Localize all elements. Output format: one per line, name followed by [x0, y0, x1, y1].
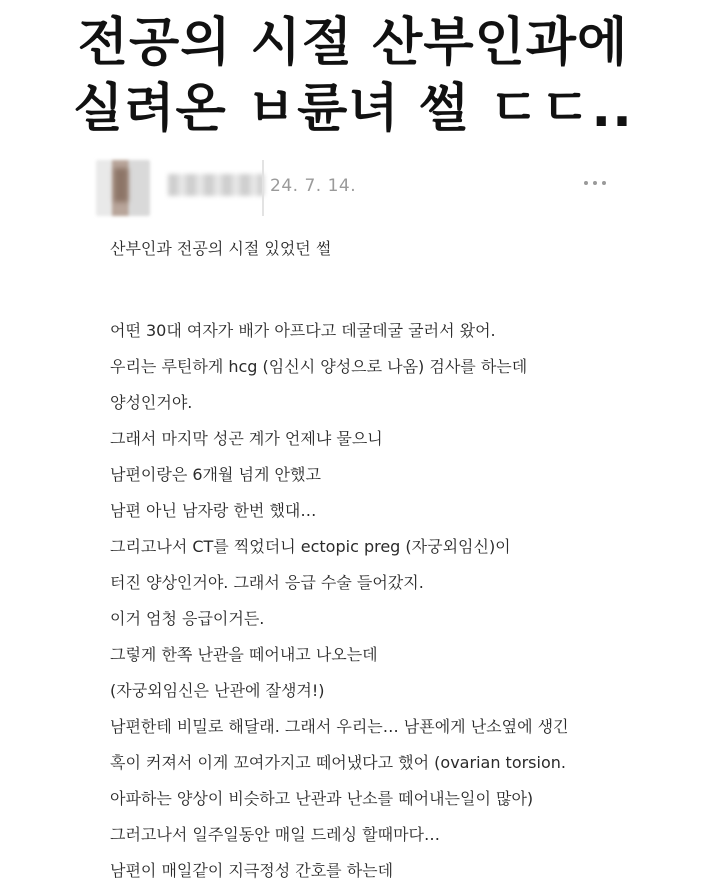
more-horizontal-icon[interactable] — [584, 178, 606, 188]
post-line: 이거 엄청 응급이거든. — [110, 609, 265, 628]
author-name-blurred — [168, 174, 264, 196]
post-body — [110, 238, 650, 896]
post-line: 그래서 마지막 성곤 계가 언제냐 물으니 — [110, 429, 383, 448]
post-line: 남편한테 비밀로 해달래. 그래서 우리는… 남푠에게 난소옆에 생긴 — [110, 717, 569, 736]
post-line: 그러고나서 일주일동안 매일 드레싱 할때마다… — [110, 825, 441, 844]
headline-line-1: 전공의 시절 산부인과에 — [77, 13, 629, 73]
post-line: 남편 아닌 남자랑 한번 했대… — [110, 501, 317, 520]
post-line: 양성인거야. — [110, 393, 193, 412]
post-line: 혹이 커져서 이게 꼬여가지고 떼어냈다고 했어 (ovarian torsion. — [110, 753, 566, 772]
post-line: 남편이 매일같이 지극정성 간호를 하는데 — [110, 861, 394, 880]
headline — [0, 10, 706, 142]
post-line: 남편이랑은 6개월 넘게 안했고 — [110, 465, 321, 484]
post-line: (자궁외임신은 난관에 잘생겨!) — [110, 681, 325, 700]
post-line: 아파하는 양상이 비슷하고 난관과 난소를 떼어내는일이 많아) — [110, 789, 534, 808]
headline-line-2: 실려온 ㅂ륜녀 썰 ㄷㄷ.. — [73, 79, 633, 139]
post-line: 터진 양상인거야. 그래서 응급 수술 들어갔지. — [110, 573, 424, 592]
post-line: 어떤 30대 여자가 배가 아프다고 데굴데굴 굴러서 왔어. — [110, 321, 496, 340]
post-line: 그렇게 한쪽 난관을 떼어내고 나오는데 — [110, 645, 378, 664]
post-header — [96, 160, 616, 216]
header-divider — [262, 160, 264, 216]
post-line: 그리고나서 CT를 찍었더니 ectopic preg (자궁외임신)이 — [110, 537, 511, 556]
post-title: 산부인과 전공의 시절 있었던 썰 — [110, 239, 332, 258]
post-line: 우리는 루틴하게 hcg (임신시 양성으로 나옴) 검사를 하는데 — [110, 357, 528, 376]
avatar[interactable] — [96, 160, 150, 216]
post-date: 24. 7. 14. — [270, 176, 357, 196]
